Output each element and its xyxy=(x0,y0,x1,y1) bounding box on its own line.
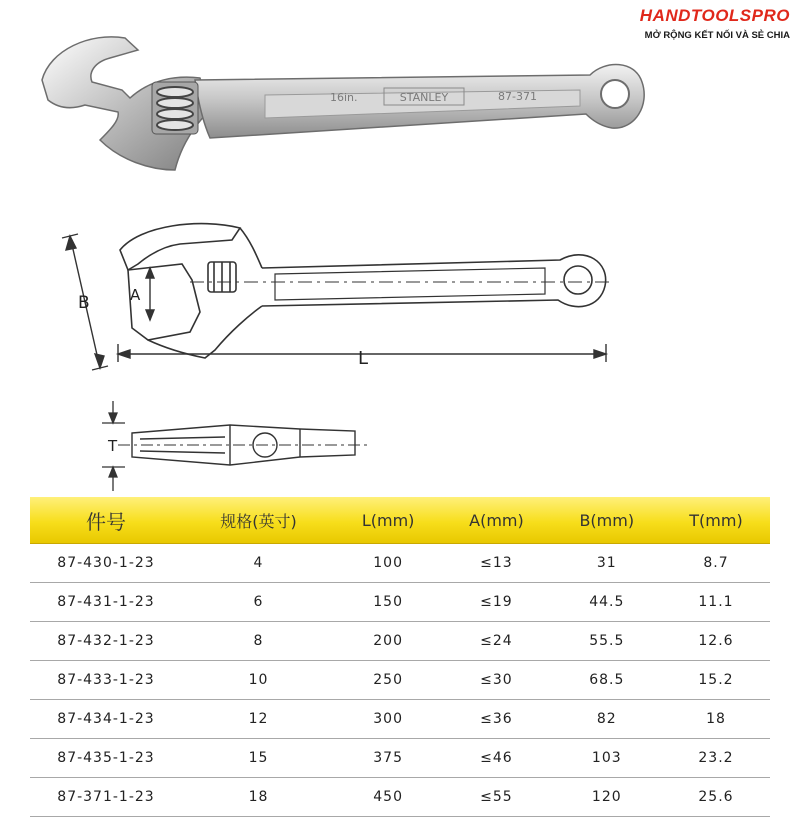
cell-size: 6 xyxy=(182,583,335,622)
cell-length: 375 xyxy=(335,739,441,778)
cell-size: 8 xyxy=(182,622,335,661)
table-row xyxy=(30,661,770,700)
cell-head-width: 55.5 xyxy=(552,622,662,661)
cell-size: 12 xyxy=(182,700,335,739)
cell-part-no: 87-371-1-23 xyxy=(30,778,182,817)
cell-part-no: 87-434-1-23 xyxy=(30,700,182,739)
cell-thickness: 11.1 xyxy=(662,583,770,622)
cell-head-width: 120 xyxy=(552,778,662,817)
cell-part-no: 87-433-1-23 xyxy=(30,661,182,700)
table-header-row xyxy=(30,497,770,544)
cell-part-no: 87-435-1-23 xyxy=(30,739,182,778)
wrench-side-diagram xyxy=(0,395,800,495)
cell-size: 15 xyxy=(182,739,335,778)
dim-l-label: L xyxy=(358,348,369,369)
cell-length: 100 xyxy=(335,544,441,583)
dim-b-label: B xyxy=(78,293,90,313)
spec-table xyxy=(30,497,770,817)
header-size-inch: 规格(英寸) xyxy=(182,497,335,544)
cell-thickness: 18 xyxy=(662,700,770,739)
cell-opening: ≤55 xyxy=(441,778,551,817)
cell-part-no: 87-431-1-23 xyxy=(30,583,182,622)
cell-part-no: 87-432-1-23 xyxy=(30,622,182,661)
header-thickness: T(mm) xyxy=(662,497,770,544)
table-row xyxy=(30,700,770,739)
cell-thickness: 25.6 xyxy=(662,778,770,817)
brand-logo-text: HANDTOOLSPRO xyxy=(639,6,790,25)
cell-length: 250 xyxy=(335,661,441,700)
cell-thickness: 23.2 xyxy=(662,739,770,778)
table-row xyxy=(30,739,770,778)
header-opening: A(mm) xyxy=(441,497,551,544)
header-length: L(mm) xyxy=(335,497,441,544)
cell-thickness: 15.2 xyxy=(662,661,770,700)
cell-length: 450 xyxy=(335,778,441,817)
wrench-dimension-diagram xyxy=(0,220,800,380)
table-row xyxy=(30,622,770,661)
header-head-width: B(mm) xyxy=(552,497,662,544)
cell-size: 4 xyxy=(182,544,335,583)
wrench-photo xyxy=(30,20,650,190)
cell-length: 200 xyxy=(335,622,441,661)
cell-thickness: 8.7 xyxy=(662,544,770,583)
table-row xyxy=(30,778,770,817)
cell-opening: ≤36 xyxy=(441,700,551,739)
stamp-brand: STANLEY xyxy=(399,91,449,104)
brand-tagline: MỞ RỘNG KẾT NỐI VÀ SẺ CHIA xyxy=(644,30,790,41)
header-part-no: 件号 xyxy=(30,497,182,544)
cell-opening: ≤13 xyxy=(441,544,551,583)
cell-head-width: 31 xyxy=(552,544,662,583)
cell-head-width: 103 xyxy=(552,739,662,778)
stamp-model: 87-371 xyxy=(498,90,537,103)
cell-size: 18 xyxy=(182,778,335,817)
cell-opening: ≤46 xyxy=(441,739,551,778)
cell-head-width: 44.5 xyxy=(552,583,662,622)
cell-part-no: 87-430-1-23 xyxy=(30,544,182,583)
cell-opening: ≤24 xyxy=(441,622,551,661)
cell-head-width: 68.5 xyxy=(552,661,662,700)
table-row xyxy=(30,583,770,622)
cell-size: 10 xyxy=(182,661,335,700)
dim-t-label: T xyxy=(108,437,118,455)
cell-length: 300 xyxy=(335,700,441,739)
cell-head-width: 82 xyxy=(552,700,662,739)
dim-a-label: A xyxy=(130,286,141,304)
cell-length: 150 xyxy=(335,583,441,622)
cell-opening: ≤19 xyxy=(441,583,551,622)
brand-block xyxy=(640,6,790,41)
table-row xyxy=(30,544,770,583)
cell-thickness: 12.6 xyxy=(662,622,770,661)
stamp-size: 16in. xyxy=(330,91,358,104)
cell-opening: ≤30 xyxy=(441,661,551,700)
